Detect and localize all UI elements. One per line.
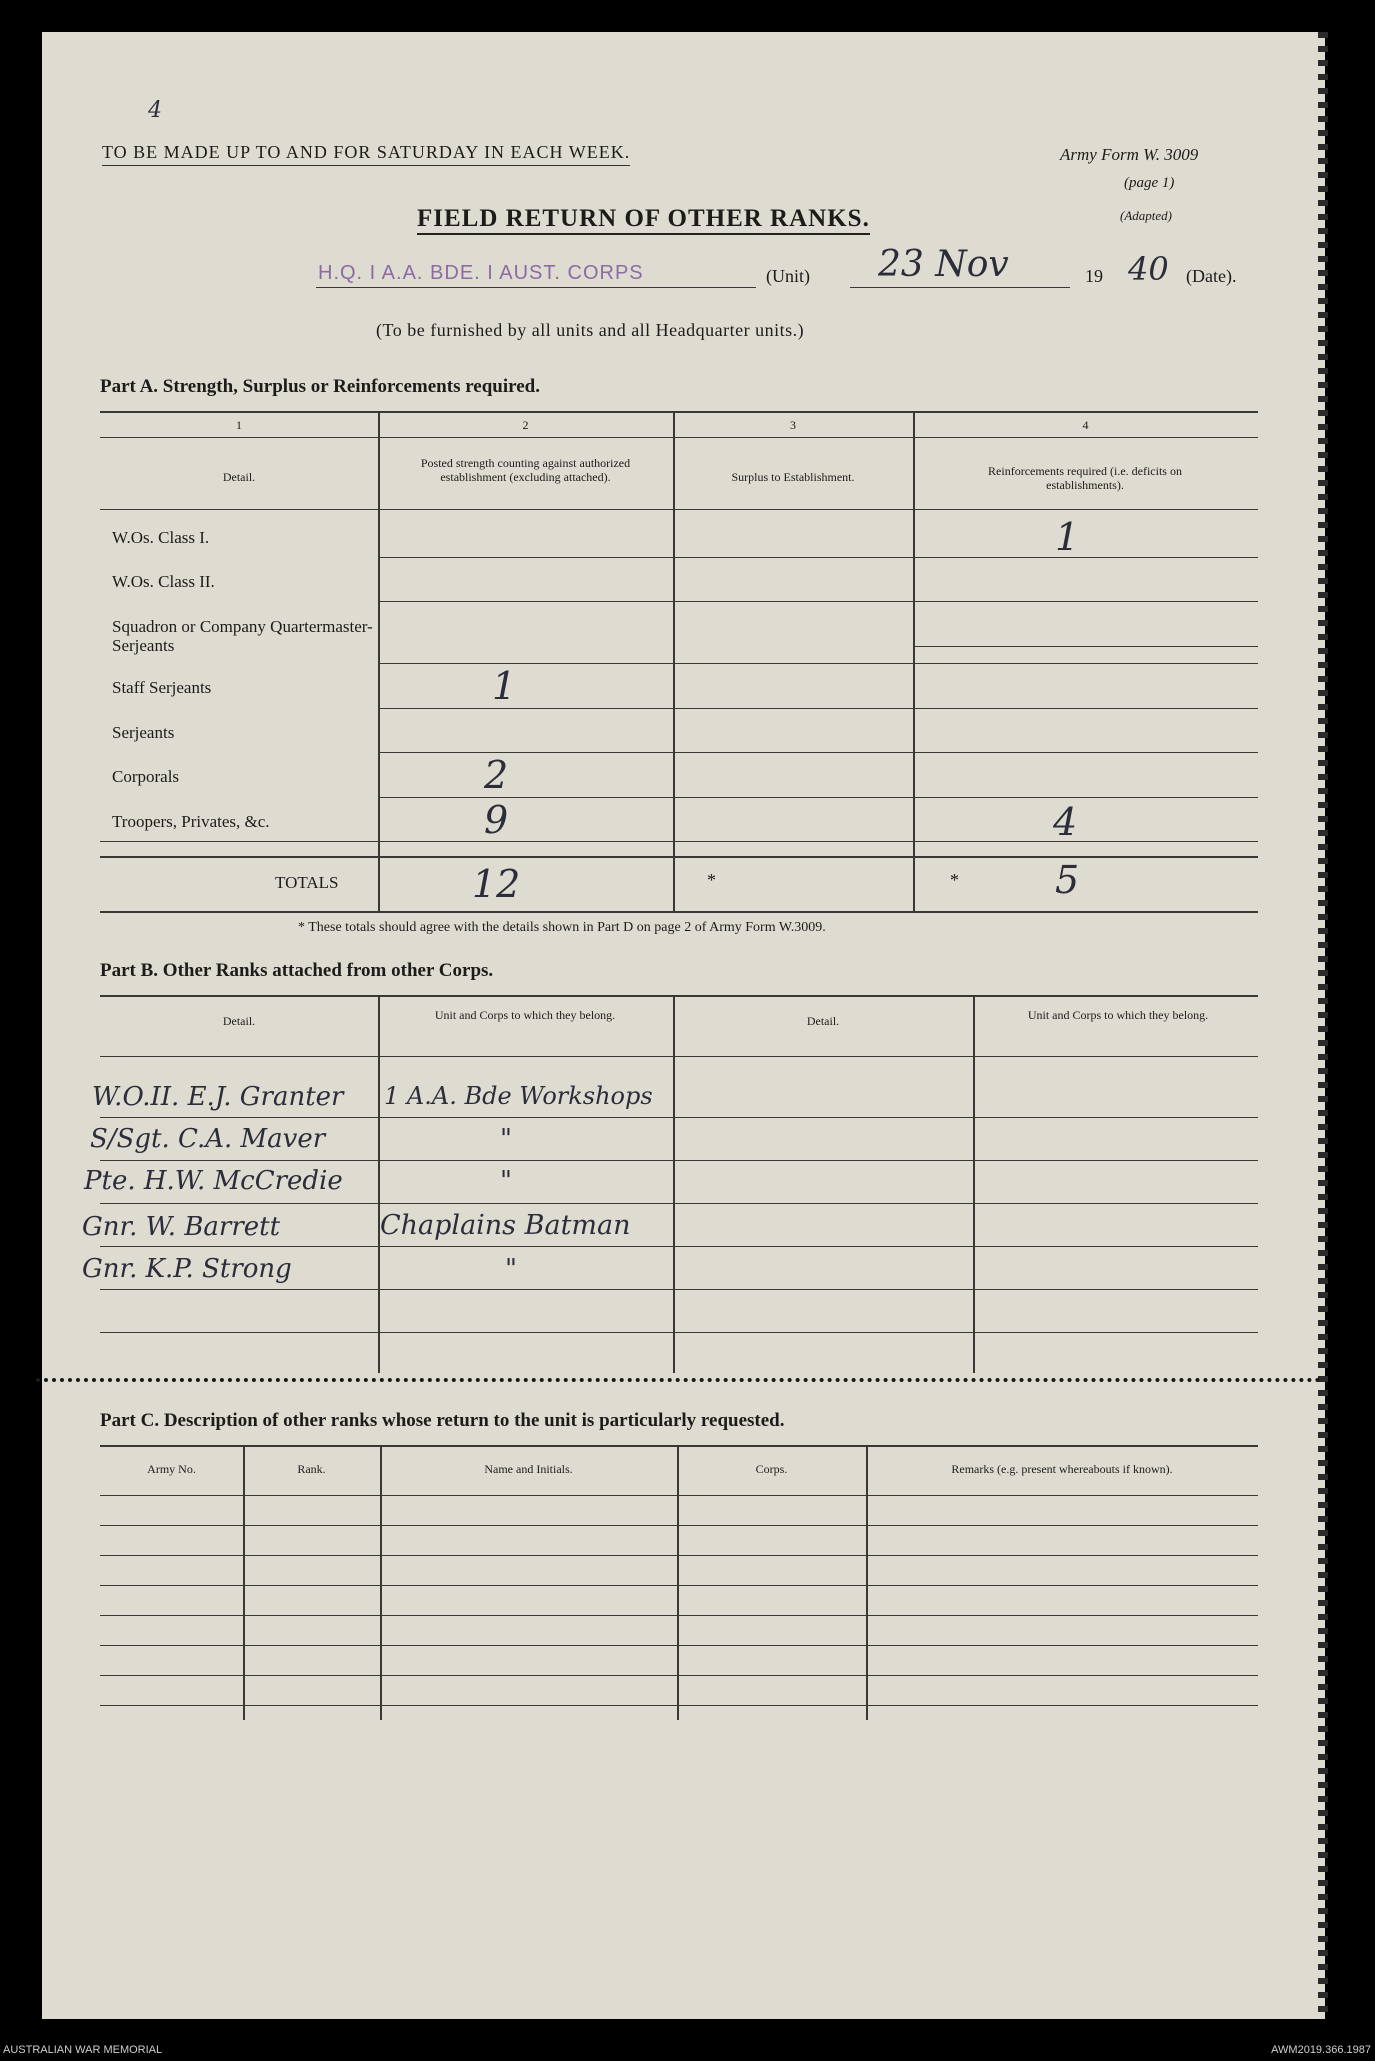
col-header-surplus: Surplus to Establishment. [731, 470, 855, 484]
instruction-line: TO BE MADE UP TO AND FOR SATURDAY IN EACH WEEK. [102, 142, 630, 166]
attached-unit-3: " [500, 1166, 512, 1196]
totals-rule [100, 856, 1258, 858]
part-c-col-divider-2 [380, 1445, 382, 1720]
date-label: (Date). [1186, 266, 1237, 286]
unit-stamp: H.Q. I A.A. BDE. I AUST. CORPS [318, 262, 644, 284]
furnish-note: (To be furnished by all units and all Headquarter units.) [376, 320, 805, 340]
attached-detail-3: Pte. H.W. McCredie [84, 1166, 343, 1196]
part-c-col-remarks: Remarks (e.g. present whereabouts if known). [951, 1462, 1173, 1476]
part-c-top-rule [100, 1445, 1258, 1447]
attached-detail-1: W.O.II. E.J. Granter [92, 1082, 344, 1112]
date-handwritten: 23 Nov [878, 244, 1009, 285]
year-prefix: 19 [1085, 266, 1103, 286]
part-c-col-army-no: Army No. [147, 1462, 196, 1476]
part-c-row-rule [100, 1525, 1258, 1526]
part-c-row-rule [100, 1705, 1258, 1706]
row-label-serjeants: Serjeants [112, 723, 175, 742]
posted-corporals-value: 2 [484, 753, 509, 797]
part-c-row-rule [100, 1645, 1258, 1646]
attached-unit-1: 1 A.A. Bde Workshops [384, 1082, 653, 1110]
part-b-row-rule [100, 1289, 1258, 1290]
col-number-3: 3 [790, 418, 796, 432]
part-c-row-rule [100, 1615, 1258, 1616]
attached-unit-4: Chaplains Batman [380, 1210, 631, 1241]
col-header-detail: Detail. [222, 470, 256, 484]
page-number: (page 1) [1124, 175, 1175, 191]
totals-label: TOTALS [275, 873, 339, 892]
part-a-col-divider-3 [913, 411, 915, 911]
totals-reinf-mark: * [950, 870, 959, 890]
part-b-col-header-detail: Detail. [222, 1014, 256, 1028]
part-b-heading: Part B. Other Ranks attached from other Corps. [100, 960, 494, 981]
part-a-heading: Part A. Strength, Surplus or Reinforcements required. [100, 376, 540, 397]
part-c-col-divider-1 [243, 1445, 245, 1720]
posted-troopers-value: 9 [484, 798, 509, 842]
perforation-line [36, 1378, 1321, 1382]
part-a-col-divider-1 [378, 411, 380, 911]
attached-unit-5: " [505, 1254, 517, 1284]
totals-reinf-value: 5 [1055, 858, 1080, 902]
adapted-note: (Adapted) [1120, 208, 1172, 223]
part-b-row-rule [100, 1160, 1258, 1161]
part-b-row-rule [100, 1246, 1258, 1247]
year-suffix: 40 [1128, 250, 1169, 288]
attached-detail-4: Gnr. W. Barrett [82, 1212, 281, 1242]
part-b-col-header-detail-2: Detail. [806, 1014, 840, 1028]
reinf-wo1-value: 1 [1055, 515, 1080, 559]
perforation-edge [1318, 32, 1328, 2019]
part-b-row-rule [100, 1117, 1258, 1118]
part-a-number-rule [100, 437, 1258, 438]
totals-surplus-mark: * [707, 870, 716, 890]
form-title: FIELD RETURN OF OTHER RANKS. [417, 205, 870, 235]
part-a-top-rule [100, 411, 1258, 413]
row-label-corporals: Corporals [112, 767, 180, 786]
part-b-header-rule [100, 1056, 1258, 1057]
part-b-row-rule [100, 1203, 1258, 1204]
part-c-header-rule [100, 1495, 1258, 1496]
col-number-4: 4 [1082, 418, 1089, 432]
unit-label: (Unit) [766, 266, 810, 286]
row-rule [100, 841, 1258, 842]
col-number-2: 2 [522, 418, 529, 432]
attached-unit-2: " [500, 1124, 512, 1154]
footer-right: AWM2019.366.1987 [1271, 2044, 1371, 2056]
row-label-wo-class-1: W.Os. Class I. [112, 528, 210, 547]
part-a-col-divider-2 [673, 411, 675, 911]
part-b-row-rule [100, 1332, 1258, 1333]
part-a-footnote: * These totals should agree with the details shown in Part D on page 2 of Army Form W.3009. [298, 920, 826, 935]
form-number: Army Form W. 3009 [1060, 145, 1199, 164]
margin-mark: 4 [148, 98, 162, 123]
part-b-col-divider-2 [673, 995, 675, 1373]
row-rule [378, 601, 1258, 602]
col-header-posted: Posted strength counting against authorized establishment (excluding attached). [420, 456, 631, 484]
row-rule [378, 797, 1258, 798]
totals-posted-value: 12 [472, 862, 521, 906]
row-label-cqms: Squadron or Company Quartermaster-Serjeants [112, 617, 373, 655]
part-b-col-divider-1 [378, 995, 380, 1373]
unit-underline [316, 287, 756, 288]
col-number-1: 1 [236, 418, 242, 432]
row-rule [378, 708, 1258, 709]
part-c-row-rule [100, 1675, 1258, 1676]
part-c-heading: Part C. Description of other ranks whose return to the unit is particularly requested. [100, 1410, 785, 1431]
footer-left: AUSTRALIAN WAR MEMORIAL [3, 2044, 163, 2056]
row-label-wo-class-2: W.Os. Class II. [112, 572, 215, 591]
col-header-reinforcements: Reinforcements required (i.e. deficits on establishments). [988, 464, 1182, 492]
posted-staff-serjeants-value: 1 [492, 664, 517, 708]
date-underline [850, 287, 1070, 288]
part-a-header-rule [100, 509, 1258, 510]
attached-detail-2: S/Sgt. C.A. Maver [90, 1124, 326, 1154]
part-c-row-rule [100, 1585, 1258, 1586]
reinf-troopers-value: 4 [1053, 800, 1078, 844]
part-c-col-divider-3 [677, 1445, 679, 1720]
row-rule [378, 557, 1258, 558]
part-c-col-divider-4 [866, 1445, 868, 1720]
row-rule [913, 646, 1258, 647]
part-a-bottom-rule [100, 911, 1258, 913]
attached-detail-5: Gnr. K.P. Strong [82, 1254, 292, 1284]
part-c-col-name: Name and Initials. [484, 1462, 573, 1476]
part-c-col-rank: Rank. [297, 1462, 326, 1476]
part-b-col-header-unit-2: Unit and Corps to which they belong. [1027, 1008, 1209, 1022]
row-rule [378, 752, 1258, 753]
part-b-col-divider-3 [973, 995, 975, 1373]
part-b-col-header-unit: Unit and Corps to which they belong. [434, 1008, 616, 1022]
part-c-col-corps: Corps. [755, 1462, 788, 1476]
row-label-troopers: Troopers, Privates, &c. [112, 812, 270, 831]
row-label-staff-serjeants: Staff Serjeants [112, 678, 212, 697]
part-c-row-rule [100, 1555, 1258, 1556]
part-b-top-rule [100, 995, 1258, 997]
